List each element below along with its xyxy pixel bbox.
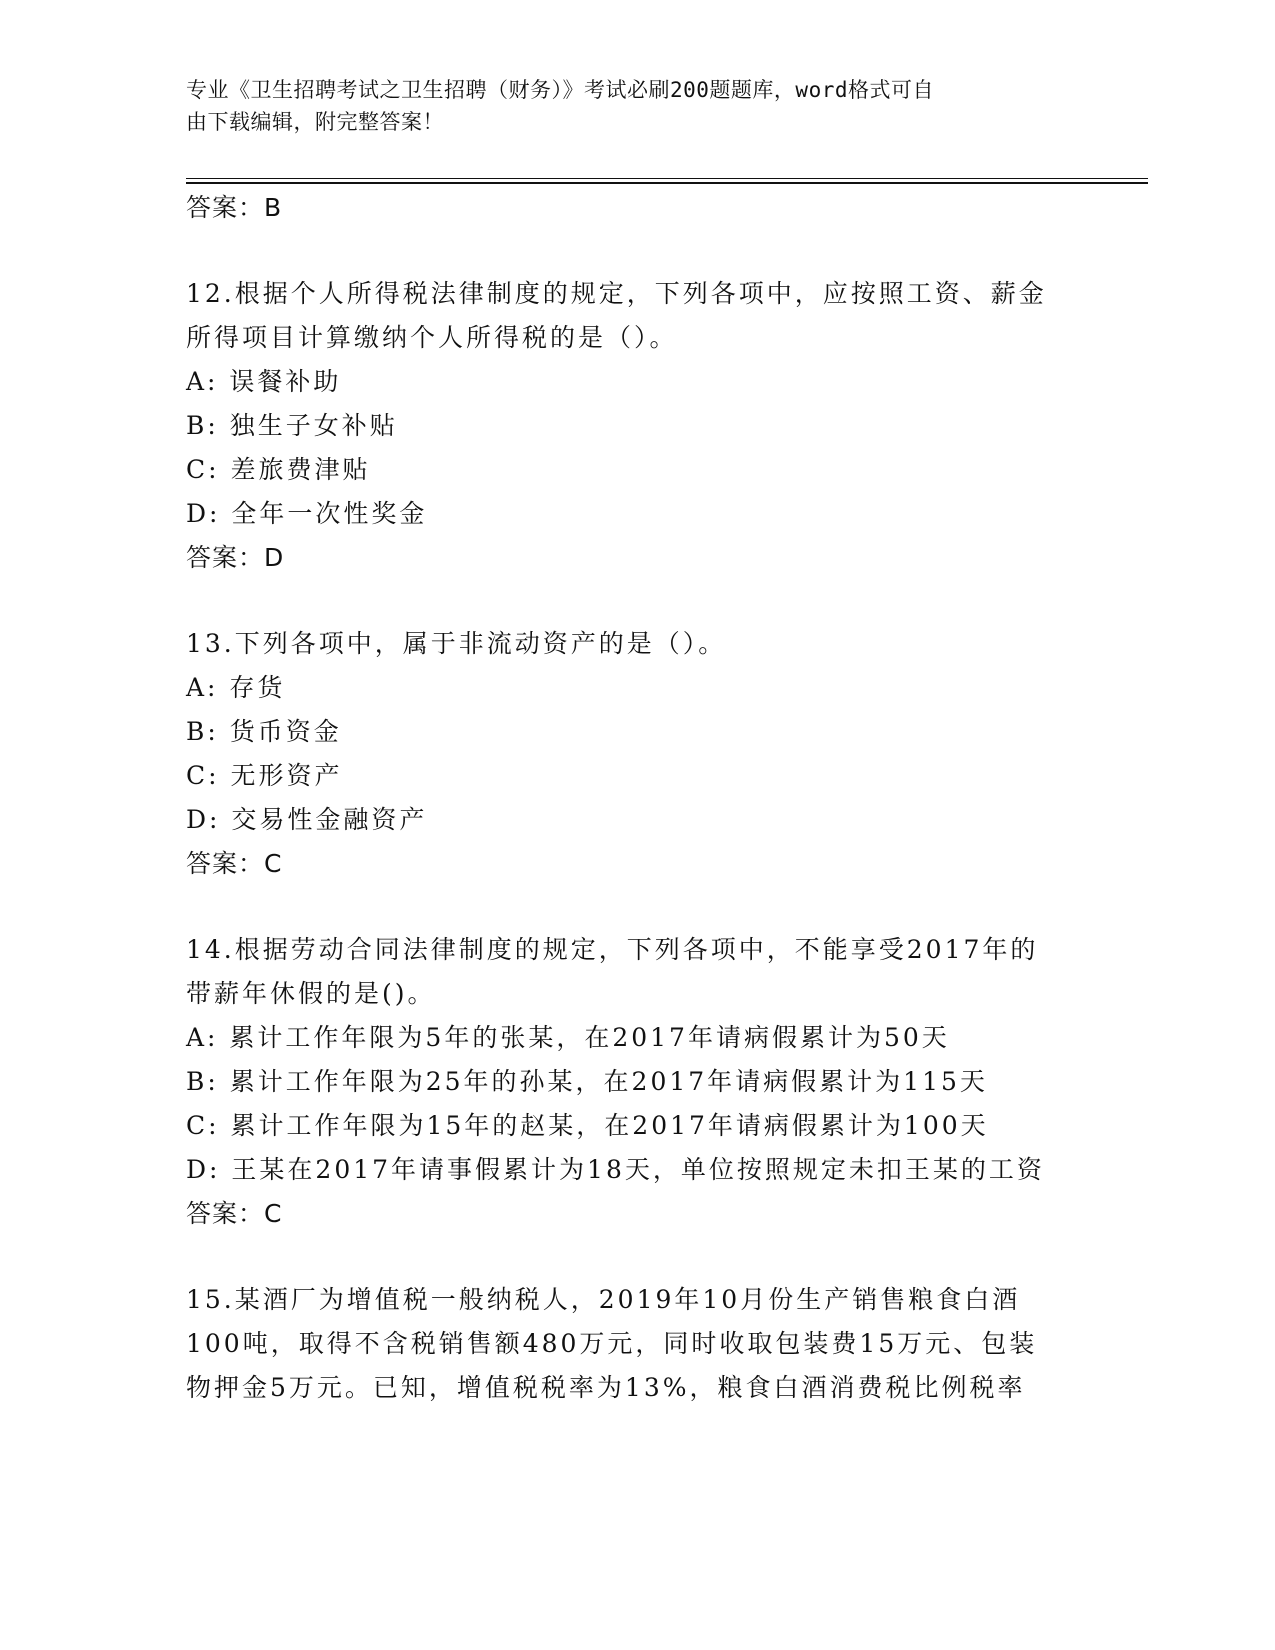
q14-option-a: A: 累计工作年限为5年的张某，在2017年请病假累计为50天 (186, 1023, 950, 1052)
q12-stem-line-2: 所得项目计算缴纳个人所得税的是（）。 (186, 323, 678, 352)
header-line-1: 专业《卫生招聘考试之卫生招聘（财务）》考试必刷200题题库，word格式可自 (186, 78, 934, 102)
header-divider-thin (186, 178, 1148, 179)
q14-stem-line-2: 带薪年休假的是()。 (186, 979, 436, 1008)
q13-option-a: A: 存货 (186, 673, 286, 702)
q12-stem-line-1: 12.根据个人所得税法律制度的规定，下列各项中，应按照工资、薪金 (186, 279, 1047, 308)
q15-stem-line-1: 15.某酒厂为增值税一般纳税人，2019年10月份生产销售粮食白酒 (186, 1285, 1021, 1314)
q12-option-a: A: 误餐补助 (186, 367, 342, 396)
q12-option-d: D: 全年一次性奖金 (186, 499, 428, 528)
q14-answer: 答案：C (186, 1199, 283, 1228)
q12-option-b: B: 独生子女补贴 (186, 411, 398, 440)
q13-option-c: C: 无形资产 (186, 761, 343, 790)
q12-answer: 答案：D (186, 543, 285, 572)
q14-option-d: D: 王某在2017年请事假累计为18天，单位按照规定未扣王某的工资 (186, 1155, 1045, 1184)
q15-stem-line-3: 物押金5万元。已知，增值税税率为13%，粮食白酒消费税比例税率 (186, 1373, 1026, 1402)
q15-stem-line-2: 100吨，取得不含税销售额480万元，同时收取包装费15万元、包装 (186, 1329, 1038, 1358)
q13-option-d: D: 交易性金融资产 (186, 805, 428, 834)
q14-option-c: C: 累计工作年限为15年的赵某，在2017年请病假累计为100天 (186, 1111, 989, 1140)
q13-option-b: B: 货币资金 (186, 717, 342, 746)
q14-option-b: B: 累计工作年限为25年的孙某，在2017年请病假累计为115天 (186, 1067, 988, 1096)
document-header (186, 74, 1066, 138)
q13-answer: 答案：C (186, 849, 283, 878)
answer-11: 答案：B (186, 193, 283, 222)
q14-stem-line-1: 14.根据劳动合同法律制度的规定，下列各项中，不能享受2017年的 (186, 935, 1039, 964)
header-divider-thick (186, 182, 1148, 184)
q12-option-c: C: 差旅费津贴 (186, 455, 371, 484)
q13-stem-line-1: 13.下列各项中，属于非流动资产的是（）。 (186, 629, 727, 658)
header-line-2: 由下载编辑，附完整答案！ (186, 110, 444, 134)
